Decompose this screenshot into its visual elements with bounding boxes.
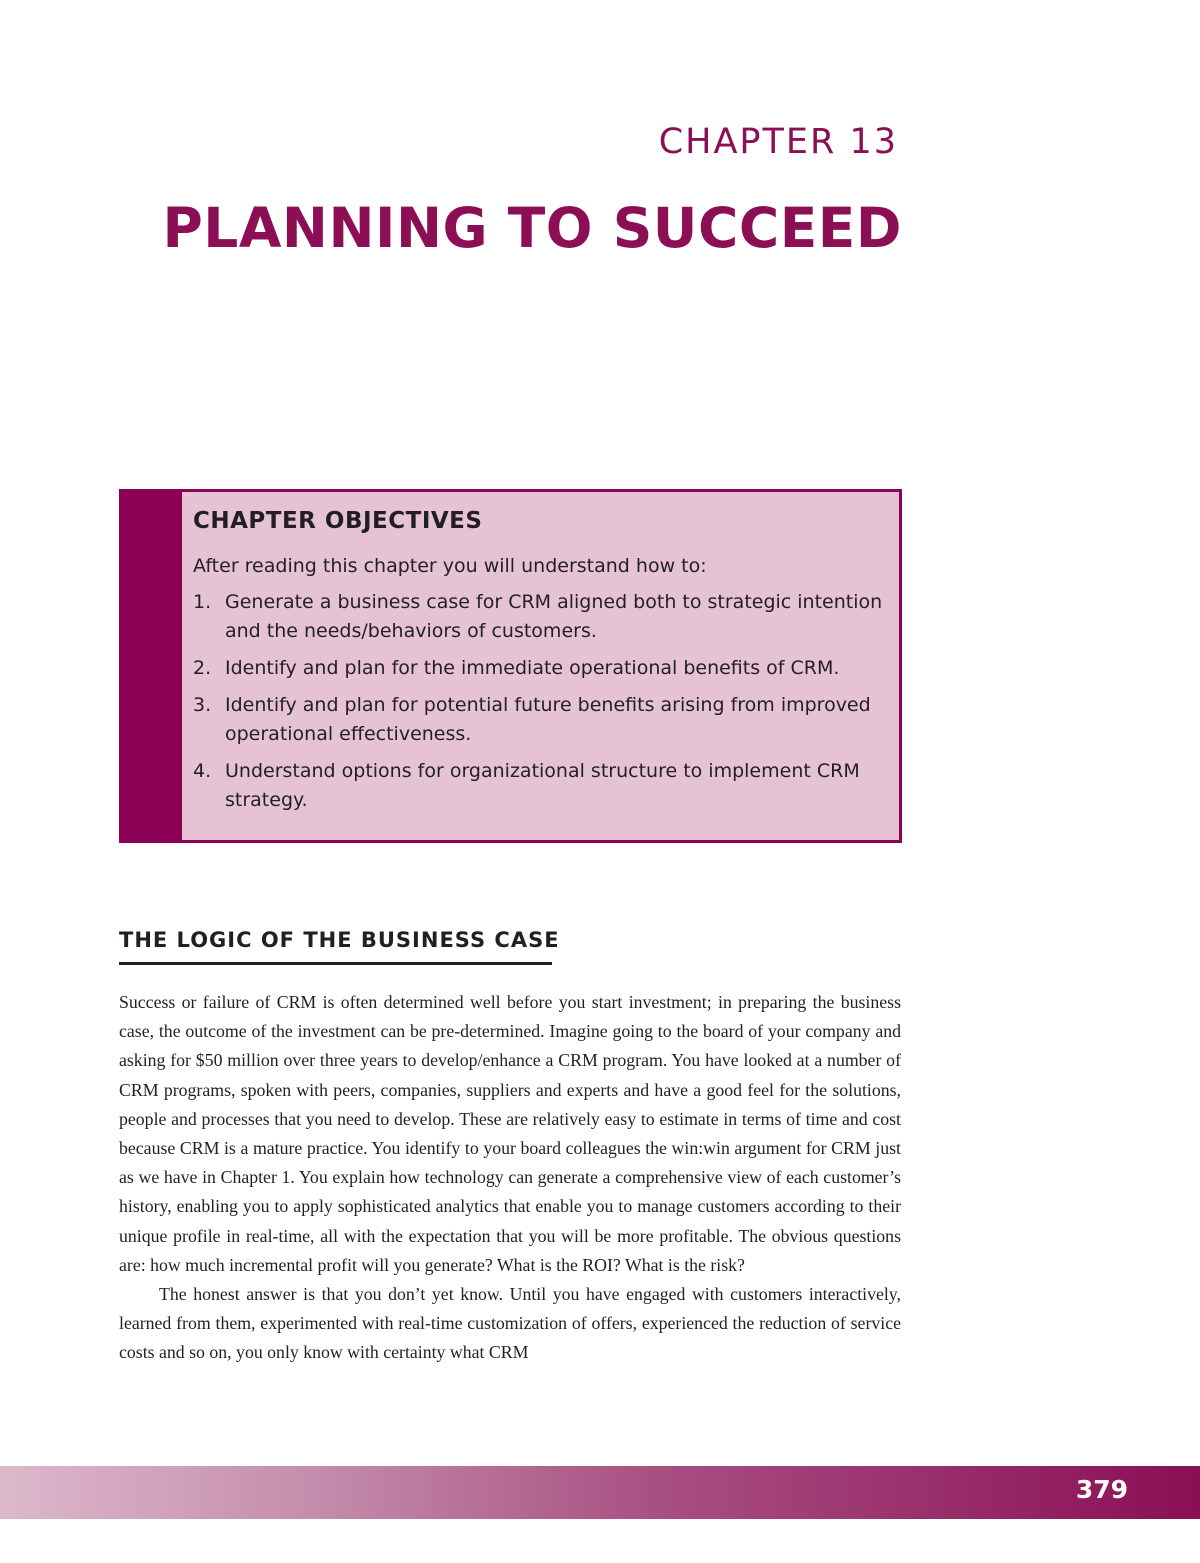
objective-number: 3.: [193, 694, 212, 716]
chapter-objectives-box: [119, 489, 902, 843]
objective-text: Identify and plan for the immediate operational benefits of CRM.: [225, 657, 840, 679]
section-heading-underline: [119, 962, 552, 965]
chapter-title: PLANNING TO SUCCEED: [162, 196, 902, 260]
section-heading: THE LOGIC OF THE BUSINESS CASE: [119, 928, 560, 952]
objective-item: [193, 691, 883, 749]
objective-text: Identify and plan for potential future benefits arising from improved operational effectiveness.: [225, 694, 871, 745]
objective-text: Generate a business case for CRM aligned both to strategic intention and the needs/behaviors of customers.: [225, 591, 883, 642]
objectives-content: [193, 508, 883, 823]
objective-number: 2.: [193, 657, 212, 679]
body-paragraph: The honest answer is that you don’t yet know. Until you have engaged with customers interactively, learned from them, experimented with real-time customization of offers, experienced the reduction of service costs and so on, you only know with certainty what CRM: [119, 1284, 901, 1363]
objectives-intro: After reading this chapter you will understand how to:: [193, 555, 707, 577]
objective-number: 1.: [193, 591, 212, 613]
body-paragraph: Success or failure of CRM is often determined well before you start investment; in preparing the business case, the outcome of the investment can be pre-determined. Imagine going to the board of your company and asking for $50 million over three years to develop/enhance a CRM program. You have looked at a number of CRM programs, spoken with peers, companies, suppliers and experts and have a good feel for the solutions, people and processes that you need to develop. These are relatively easy to estimate in terms of time and cost because CRM is a mature practice. You identify to your board colleagues the win:win argument for CRM just as we have in Chapter 1. You explain how technology can generate a comprehensive view of each customer’s history, enabling you to apply sophisticated analytics that enable you to manage customers according to their unique profile in real-time, all with the expectation that you will be more profitable. The obvious questions are: how much incremental profit will you generate? What is the ROI? What is the risk?: [119, 992, 901, 1275]
objectives-accent-bar: [122, 492, 182, 840]
objectives-heading: CHAPTER OBJECTIVES: [193, 508, 483, 534]
chapter-number: CHAPTER 13: [658, 122, 898, 162]
objective-text: Understand options for organizational structure to implement CRM strategy.: [225, 760, 860, 811]
objective-number: 4.: [193, 760, 212, 782]
footer-gradient-band: [0, 1466, 1200, 1519]
objective-item: [193, 588, 883, 646]
body-text: [119, 988, 901, 1368]
objective-item: [193, 654, 883, 683]
objective-item: [193, 757, 883, 815]
page-number: 379: [1075, 1475, 1128, 1504]
objectives-list: [193, 588, 883, 815]
